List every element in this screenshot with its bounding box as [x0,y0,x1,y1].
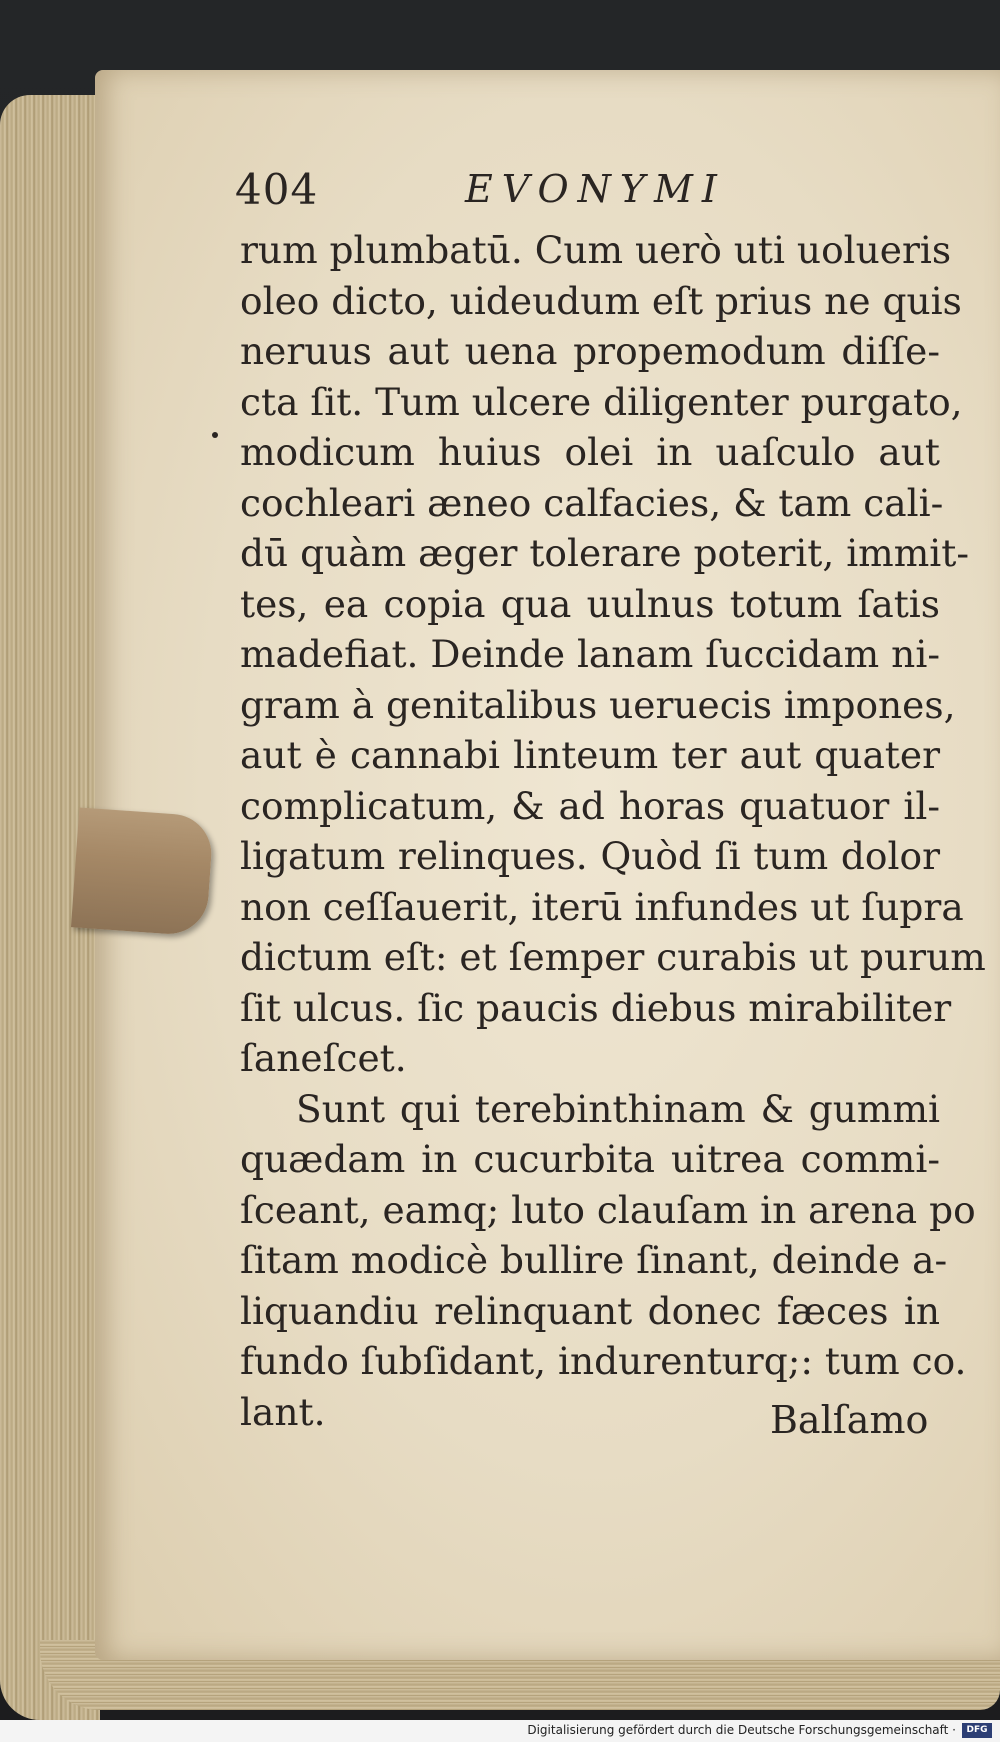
text-line: Sunt qui terebinthinam & gummi [296,1086,940,1131]
text-line: neruus aut uena propemodum diſſe- [240,329,940,373]
text-line: aut è cannabi linteum ter aut quater [240,733,940,777]
catchword: Balſamo [770,1398,929,1442]
digitization-footer [0,1720,1000,1742]
footer-credit: Digitalisierung gefördert durch die Deutsche Forschungsgemeinschaft · [527,1723,956,1737]
bookmark-clip [71,807,214,936]
text-line: rum plumbatū. Cum uerò uti uolueris [240,228,952,272]
text-line: dictum eſt: et ſemper curabis ut purum [240,935,986,979]
page-header [235,165,955,225]
text-line: lant. [240,1389,326,1434]
text-line: quædam in cucurbita uitrea commi- [240,1137,940,1181]
text-line: non ceſſauerit, iterū infundes ut ſupra [240,884,964,929]
text-line: ſit ulcus. ſic paucis diebus mirabiliter [240,985,952,1030]
text-line: gram à genitalibus ueruecis impones, [240,682,956,727]
text-line: modicum huius olei in uaſculo aut [240,430,940,474]
page-number: 404 [235,165,319,214]
text-line: oleo dicto, uideudum eſt prius ne quis [240,278,962,323]
text-line: complicatum, & ad horas quatuor il- [240,783,940,828]
body-text [240,225,986,1437]
dfg-logo: DFG [962,1723,992,1738]
text-line: madefiat. Deinde lanam ſuccidam ni- [240,632,940,676]
marginal-mark [212,432,218,438]
text-line: ligatum relinques. Quòd ſi tum dolor [240,834,940,878]
text-line: cta ſit. Tum ulcere diligenter purgato, [240,379,963,424]
text-line: dū quàm æger tolerare poterit, immit- [240,531,970,575]
text-line: ſaneſcet. [240,1036,407,1080]
text-line: ſitam modicè bullire ſinant, deinde a- [240,1238,948,1282]
running-head: EVONYMI [465,167,726,211]
text-line: fundo ſubſidant, indurenturq;: tum co. [240,1339,967,1383]
text-line: cochleari æneo calfacies, & tam cali- [240,480,944,525]
text-line: liquandiu relinquant donec fæces in [240,1288,940,1333]
text-line: tes, ea copia qua uulnus totum ſatis [240,581,940,626]
text-line: ſceant, eamq; luto clauſam in arena po [240,1187,976,1232]
